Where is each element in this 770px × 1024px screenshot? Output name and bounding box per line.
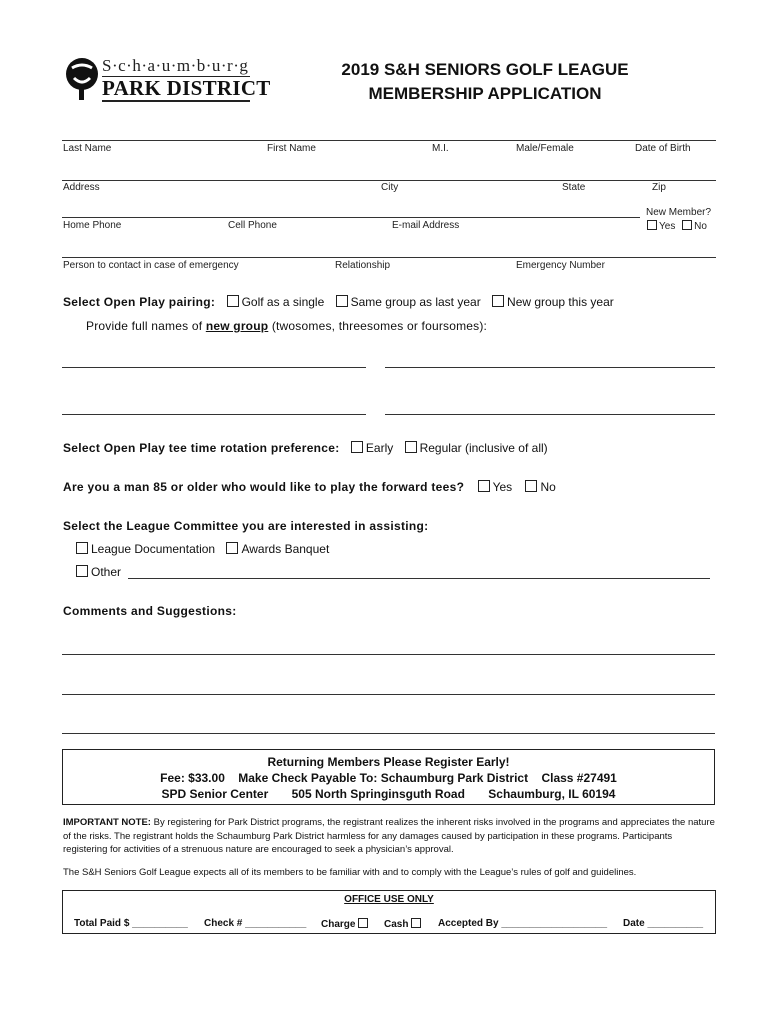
center-city: Schaumburg, IL 60194	[488, 787, 616, 801]
group-name-line-1[interactable]	[62, 367, 366, 368]
early-checkbox[interactable]	[351, 441, 363, 453]
committee-label: Select the League Committee you are interested in assisting:	[63, 519, 429, 533]
group-name-line-2[interactable]	[385, 367, 715, 368]
comments-line-1[interactable]	[62, 654, 715, 655]
other-label: Other	[91, 565, 122, 579]
charge-label: Charge	[321, 919, 356, 930]
forward-tees-yes-label: Yes	[492, 480, 513, 494]
awards-banquet-label: Awards Banquet	[241, 542, 330, 556]
comments-line-2[interactable]	[62, 694, 715, 695]
register-early-text: Returning Members Please Register Early!	[267, 755, 510, 769]
new-member-no-label: No	[694, 221, 707, 232]
regular-checkbox[interactable]	[405, 441, 417, 453]
title-line-2: MEMBERSHIP APPLICATION	[368, 84, 602, 103]
office-use-box	[62, 890, 716, 934]
tee-time-label: Select Open Play tee time rotation preference:	[63, 441, 340, 455]
emergency-number-label: Emergency Number	[516, 260, 605, 271]
league-documentation-label: League Documentation	[91, 542, 216, 556]
other-line[interactable]	[128, 578, 710, 579]
first-name-label: First Name	[267, 143, 316, 154]
regular-label: Regular (inclusive of all)	[419, 441, 548, 455]
cash-option	[384, 918, 423, 930]
forward-tees-row	[63, 480, 556, 494]
cash-label: Cash	[384, 919, 409, 930]
mi-label: M.I.	[432, 143, 449, 154]
group-name-line-3[interactable]	[62, 414, 366, 415]
forward-tees-no-label: No	[540, 480, 556, 494]
new-member-label: New Member?	[646, 207, 712, 218]
home-phone-label: Home Phone	[63, 220, 122, 231]
page-title	[290, 58, 680, 106]
state-label: State	[562, 182, 586, 193]
important-label: IMPORTANT NOTE:	[63, 817, 151, 828]
awards-banquet-checkbox[interactable]	[226, 542, 238, 554]
center-address: 505 North Springinsguth Road	[291, 787, 465, 801]
new-member-yes-checkbox[interactable]	[647, 220, 657, 230]
gender-label: Male/Female	[516, 143, 574, 154]
class-number: Class #27491	[541, 771, 617, 785]
charge-option	[321, 918, 370, 930]
important-note	[63, 816, 715, 857]
tree-logo-icon	[62, 56, 106, 102]
logo	[62, 56, 271, 102]
comments-label: Comments and Suggestions:	[63, 604, 237, 618]
check-payable: Make Check Payable To: Schaumburg Park District	[238, 771, 529, 785]
last-name-label: Last Name	[63, 143, 112, 154]
same-group-checkbox[interactable]	[336, 295, 348, 307]
date-field[interactable]: Date __________	[623, 918, 704, 929]
fee-amount: Fee: $33.00	[160, 771, 225, 785]
new-group-label: New group this year	[507, 295, 614, 309]
emergency-contact-label: Person to contact in case of emergency	[63, 260, 239, 271]
fee-info-box	[62, 749, 715, 805]
important-text: By registering for Park District programs, the registrant realizes the inherent risks involved in the programs and appreciates the nature of the risks. The registrant holds the Schaumburg Park District harmless for any damages caused by participation in these programs. Participants registering for activities of a strenuous nature are encouraged to seek a physician’s approval.	[63, 817, 715, 855]
location-line	[63, 786, 714, 802]
provide-names-instruction: Provide full names of new group (twosomes, threesomes or foursomes):	[86, 319, 488, 333]
accepted-by-field[interactable]: Accepted By ___________________	[438, 918, 608, 929]
new-group-checkbox[interactable]	[492, 295, 504, 307]
golf-single-label: Golf as a single	[241, 295, 325, 309]
committee-options-row	[76, 542, 329, 556]
forward-tees-label: Are you a man 85 or older who would like to play the forward tees?	[63, 480, 465, 494]
same-group-label: Same group as last year	[350, 295, 481, 309]
group-name-line-4[interactable]	[385, 414, 715, 415]
fee-line	[63, 770, 714, 786]
golf-single-checkbox[interactable]	[227, 295, 239, 307]
league-expects-text: The S&H Seniors Golf League expects all of its members to be familiar with and to comply with the League’s rules of golf and guidelines.	[63, 867, 637, 878]
relationship-label: Relationship	[335, 260, 391, 271]
other-checkbox[interactable]	[76, 565, 88, 577]
charge-checkbox[interactable]	[358, 918, 368, 928]
dob-label: Date of Birth	[635, 143, 691, 154]
new-member-options	[647, 220, 707, 232]
early-label: Early	[365, 441, 394, 455]
comments-line-3[interactable]	[62, 733, 715, 734]
logo-top-text: S·c·h·a·u·m·b·u·r·g	[102, 56, 249, 75]
forward-tees-no-checkbox[interactable]	[525, 480, 537, 492]
new-member-yes-label: Yes	[659, 221, 676, 232]
title-line-1: 2019 S&H SENIORS GOLF LEAGUE	[341, 60, 629, 79]
new-group-emphasis: new group	[205, 319, 269, 333]
pairing-row	[63, 295, 614, 309]
address-label: Address	[63, 182, 100, 193]
tee-time-row	[63, 441, 548, 455]
cash-checkbox[interactable]	[411, 918, 421, 928]
office-use-title: OFFICE USE ONLY	[344, 894, 434, 905]
center-name: SPD Senior Center	[161, 787, 269, 801]
check-number-field[interactable]: Check # ___________	[204, 918, 307, 929]
forward-tees-yes-checkbox[interactable]	[478, 480, 490, 492]
committee-other-row	[76, 565, 121, 579]
cell-phone-label: Cell Phone	[228, 220, 277, 231]
city-label: City	[381, 182, 399, 193]
pairing-label: Select Open Play pairing:	[63, 295, 216, 309]
logo-bottom-text: PARK DISTRICT	[102, 76, 271, 100]
new-member-no-checkbox[interactable]	[682, 220, 692, 230]
total-paid-field[interactable]: Total Paid $ __________	[74, 918, 188, 929]
email-label: E-mail Address	[392, 220, 460, 231]
zip-label: Zip	[652, 182, 666, 193]
league-documentation-checkbox[interactable]	[76, 542, 88, 554]
